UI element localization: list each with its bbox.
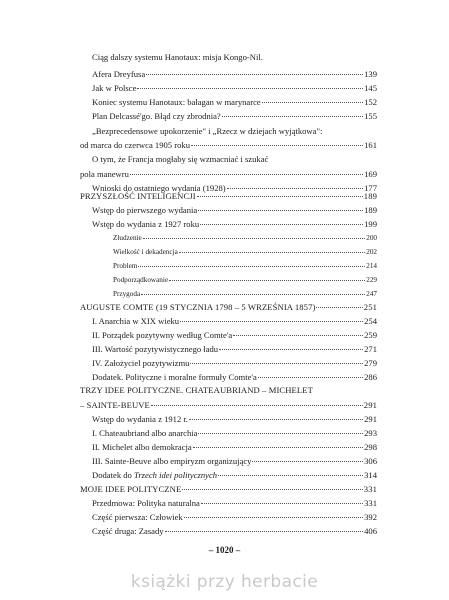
toc-entry-title: I. Chateaubriand albo anarchia — [92, 428, 198, 438]
dot-leader — [198, 210, 363, 211]
toc-section-heading — [80, 189, 377, 203]
toc-page-number: 139 — [364, 69, 377, 79]
toc-entry-title: – SAINTE-BEUVE — [80, 400, 150, 410]
toc-page-number: 169 — [364, 169, 377, 179]
toc-entry — [92, 342, 377, 356]
dot-leader — [219, 349, 363, 350]
page-number: – 1020 – — [208, 545, 241, 555]
toc-entry — [92, 454, 377, 468]
toc-entry-title: Przedmowa: Polityka naturalna — [92, 498, 200, 508]
toc-entry-title: Afera Dreyfusa — [92, 69, 146, 79]
dot-leader — [200, 224, 363, 225]
toc-page-number: 202 — [366, 248, 377, 256]
toc-page-number: 286 — [364, 372, 377, 382]
toc-entry — [92, 217, 377, 231]
toc-entry — [113, 273, 377, 287]
toc-entry — [92, 152, 268, 166]
toc-entry-title: IV. Założyciel pozytywizmu — [92, 358, 190, 368]
dot-leader — [189, 419, 363, 420]
toc-section-heading — [80, 482, 377, 496]
dot-leader — [138, 266, 365, 267]
dot-leader — [143, 238, 365, 239]
toc-entry-title: Podporządkowanie — [113, 276, 169, 284]
toc-page-number: 314 — [364, 470, 377, 480]
toc-entry-title: Wielkość i dekadencja — [113, 248, 178, 256]
toc-entry-title: Wstęp do wydania z 1912 r. — [92, 414, 188, 424]
dot-leader — [252, 461, 363, 462]
toc-page-number: 271 — [364, 344, 377, 354]
toc-entry — [92, 328, 377, 342]
toc-page-number: 331 — [363, 484, 377, 494]
toc-entry-title: O tym, że Francja mogłaby się wzmacniać i szukać — [92, 154, 269, 164]
toc-page-number: 145 — [364, 83, 377, 93]
toc-entry — [92, 412, 377, 426]
toc-entry-title: Dodatek. Polityczne i moralne formuły Comte'a — [92, 372, 257, 382]
toc-entry — [92, 510, 377, 524]
toc-entry-title: PRZYSZŁOŚĆ INTELIGENCJI — [80, 191, 196, 201]
toc-page-number: 259 — [364, 330, 377, 340]
toc-page-number: 291 — [363, 400, 377, 410]
toc-entry — [92, 468, 377, 482]
dot-leader — [151, 405, 363, 406]
toc-entry-title: pola manewru — [80, 169, 129, 179]
toc-entry — [92, 356, 377, 370]
toc-page-number: 306 — [364, 456, 377, 466]
toc-page-number: 152 — [364, 97, 377, 107]
dot-leader — [198, 433, 363, 434]
toc-entry — [92, 370, 377, 384]
toc-page-number: 279 — [364, 358, 377, 368]
toc-entry-title: Dodatek do Trzech idei politycznych — [92, 470, 218, 480]
dot-leader — [316, 307, 362, 308]
toc-entry — [92, 203, 377, 217]
dot-leader — [233, 335, 363, 336]
dot-leader — [180, 321, 363, 322]
toc-entry — [92, 50, 263, 64]
toc-page-number: 331 — [364, 498, 377, 508]
dot-leader — [197, 196, 363, 197]
toc-entry-title: Jak w Polsce — [92, 83, 137, 93]
toc-page-number: 200 — [366, 234, 377, 242]
toc-entry — [92, 81, 377, 95]
toc-entry-title: TRZY IDEE POLITYCZNE. CHATEAUBRIAND – MICHELET — [80, 385, 313, 395]
dot-leader — [222, 116, 363, 117]
toc-entry-title: Część druga: Zasady — [92, 526, 164, 536]
dot-leader — [141, 294, 365, 295]
toc-page-number: 406 — [364, 526, 377, 536]
dot-leader — [137, 88, 363, 89]
toc-entry — [80, 167, 377, 181]
toc-page-number: 229 — [366, 276, 377, 284]
toc-entry — [92, 426, 377, 440]
toc-page-number: 291 — [364, 414, 377, 424]
toc-entry-title: Problem — [113, 262, 138, 270]
toc-entry — [92, 109, 377, 123]
toc-page-number: 293 — [364, 428, 377, 438]
toc-entry-title: Ciąg dalszy systemu Hanotaux: misja Kongo-Nil. — [92, 52, 263, 62]
toc-page-number: 251 — [363, 302, 377, 312]
toc-entry-title: Wstęp do pierwszego wydania — [92, 205, 198, 215]
toc-entry-title: MOJE IDEE POLITYCZNE — [80, 484, 182, 494]
toc-section-heading — [80, 300, 377, 314]
toc-entry-title: III. Wartość pozytywistycznego ładu — [92, 344, 219, 354]
dot-leader — [262, 102, 363, 103]
dot-leader — [146, 74, 363, 75]
toc-entry-title: II. Porządek pozytywny według Comte'a — [92, 330, 233, 340]
dot-leader — [201, 503, 363, 504]
toc-page-number: 199 — [364, 219, 377, 229]
dot-leader — [184, 517, 363, 518]
toc-entry-title: II. Michelet albo demokracja — [92, 442, 192, 452]
toc-entry — [92, 124, 322, 138]
toc-page-number: 247 — [366, 290, 377, 298]
toc-entry — [92, 524, 377, 538]
toc-entry-title: Wstęp do wydania z 1927 roku — [92, 219, 200, 229]
toc-entry-title: od marca do czerwca 1905 roku — [80, 140, 190, 150]
toc-page-number: 254 — [364, 316, 377, 326]
toc-entry-title: Wnioski do ostatniego wydania (1928) — [92, 183, 226, 193]
dot-leader — [179, 252, 365, 253]
toc-section-heading — [80, 383, 313, 397]
dot-leader — [193, 447, 363, 448]
toc-entry-title: Złudzenie — [113, 234, 142, 242]
toc-page-number: 189 — [363, 191, 377, 201]
toc-entry — [92, 95, 377, 109]
toc-section-heading — [80, 398, 377, 412]
toc-page-number: 161 — [364, 140, 377, 150]
toc-page-number: 298 — [364, 442, 377, 452]
toc-entry-title: Przygoda — [113, 290, 141, 298]
toc-entry-title: Koniec systemu Hanotaux: bałagan w marynarce — [92, 97, 261, 107]
dot-leader — [130, 174, 363, 175]
toc-page-number: 392 — [364, 512, 377, 522]
toc-entry — [113, 231, 377, 245]
toc-entry-title: „Bezprecedensowe upokorzenie" i „Rzecz w dziejach wyjątkowa": — [92, 126, 323, 136]
toc-page-number: 189 — [364, 205, 377, 215]
toc-entry-title: Plan Delcassé'go. Błąd czy zbrodnia? — [92, 111, 221, 121]
dot-leader — [191, 145, 363, 146]
toc-entry — [113, 287, 377, 301]
toc-entry — [80, 138, 377, 152]
watermark: książki przy herbacie — [130, 572, 319, 592]
toc-page-number: 177 — [364, 183, 377, 193]
toc-entry-title: I. Anarchia w XIX wieku — [92, 316, 180, 326]
dot-leader — [169, 280, 365, 281]
toc-entry-title: Część pierwsza: Człowiek — [92, 512, 183, 522]
toc-entry — [92, 67, 377, 81]
toc-entry — [92, 314, 377, 328]
toc-entry — [113, 245, 377, 259]
toc-entry — [92, 440, 377, 454]
dot-leader — [258, 377, 363, 378]
toc-entry — [113, 259, 377, 273]
dot-leader — [218, 475, 363, 476]
dot-leader — [182, 489, 363, 490]
toc-page-number: 155 — [364, 111, 377, 121]
dot-leader — [190, 363, 363, 364]
toc-page-number: 214 — [366, 262, 377, 270]
dot-leader — [165, 531, 364, 532]
toc-entry — [92, 496, 377, 510]
toc-entry-title: III. Sainte-Beuve albo empiryzm organizujący — [92, 456, 252, 466]
toc-entry-title: AUGUSTE COMTE (19 STYCZNIA 1798 – 5 WRZEŚNIA 1857) — [80, 302, 316, 312]
